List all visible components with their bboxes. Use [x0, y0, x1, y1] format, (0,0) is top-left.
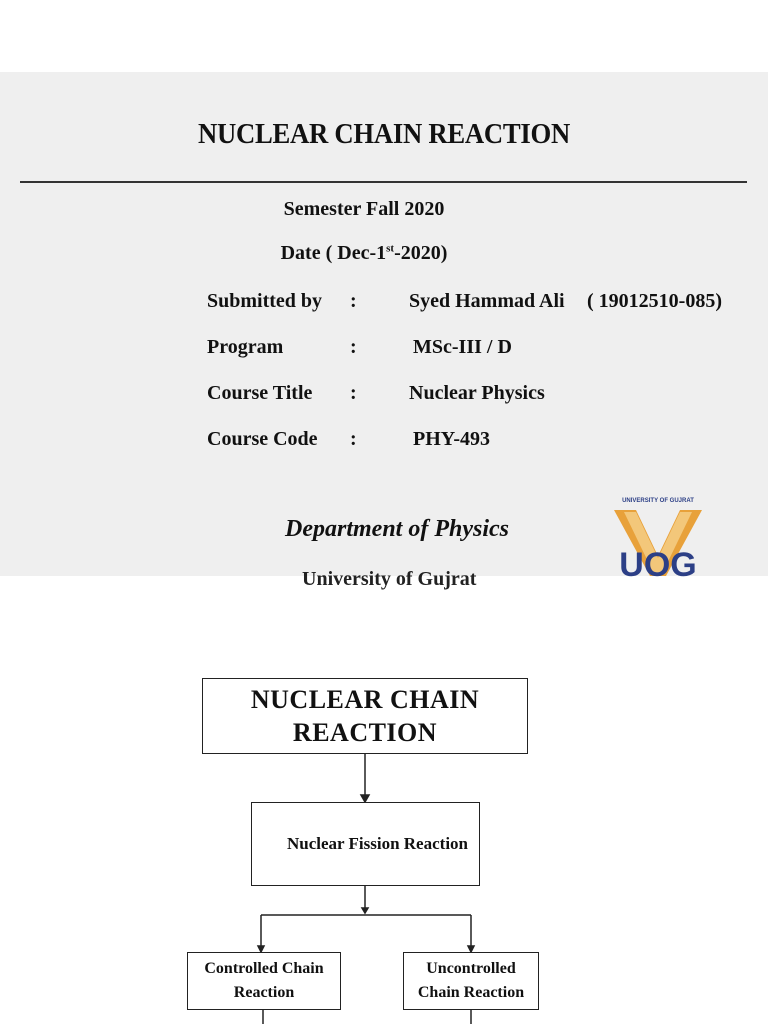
- info-row-program: [0, 336, 768, 364]
- logo-caption: UNIVERSITY OF GUJRAT: [622, 498, 694, 504]
- info-row-submitted: [0, 290, 768, 318]
- title-slide: [0, 72, 768, 590]
- info-value: MSc-III / D: [413, 336, 512, 358]
- info-value: Nuclear Physics: [409, 382, 545, 404]
- university-logo: [606, 498, 710, 584]
- info-label: Course Title: [207, 382, 313, 404]
- date-prefix: Date ( Dec-1: [280, 242, 387, 264]
- diagram-root-box: [202, 678, 528, 754]
- semester-line: Semester Fall 2020: [283, 198, 445, 220]
- root-line-1: NUCLEAR CHAIN: [250, 685, 480, 714]
- uncontrolled-line-2: Chain Reaction: [417, 984, 525, 1001]
- info-colon: :: [350, 336, 357, 358]
- info-colon: :: [350, 428, 357, 450]
- fission-label: Nuclear Fission Reaction: [286, 834, 468, 853]
- uncontrolled-line-1: Uncontrolled: [426, 960, 516, 977]
- logo-letters: UOG: [619, 546, 697, 584]
- date-superscript: st: [386, 242, 395, 255]
- logo-emblem-icon: [606, 498, 710, 584]
- root-line-2: REACTION: [292, 718, 438, 747]
- student-id: ( 19012510-085): [587, 290, 722, 312]
- info-value: PHY-493: [413, 428, 491, 450]
- controlled-line-2: Reaction: [233, 984, 295, 1001]
- controlled-line-1: Controlled Chain: [204, 960, 324, 977]
- department-name: Department of Physics: [285, 516, 509, 542]
- info-label: Submitted by: [207, 290, 323, 312]
- flow-diagram-slide: [0, 645, 768, 1024]
- arrowhead-fission: [361, 795, 369, 802]
- date-suffix: -2020): [394, 242, 448, 264]
- date-line: [0, 242, 748, 265]
- university-name: University of Gujrat: [302, 568, 477, 590]
- slide-title: NUCLEAR CHAIN REACTION: [198, 118, 570, 150]
- info-colon: :: [350, 290, 357, 312]
- info-label: Course Code: [207, 428, 318, 450]
- info-row-course-code: [0, 428, 768, 456]
- info-colon: :: [350, 382, 357, 404]
- uncontrolled-box: [403, 952, 539, 1010]
- fission-box: [251, 802, 480, 886]
- info-value: Syed Hammad Ali: [409, 290, 565, 312]
- info-label: Program: [207, 336, 284, 358]
- arrowhead-split: [362, 908, 368, 913]
- title-divider: [20, 181, 747, 183]
- info-row-course-title: [0, 382, 768, 410]
- controlled-box: [187, 952, 341, 1010]
